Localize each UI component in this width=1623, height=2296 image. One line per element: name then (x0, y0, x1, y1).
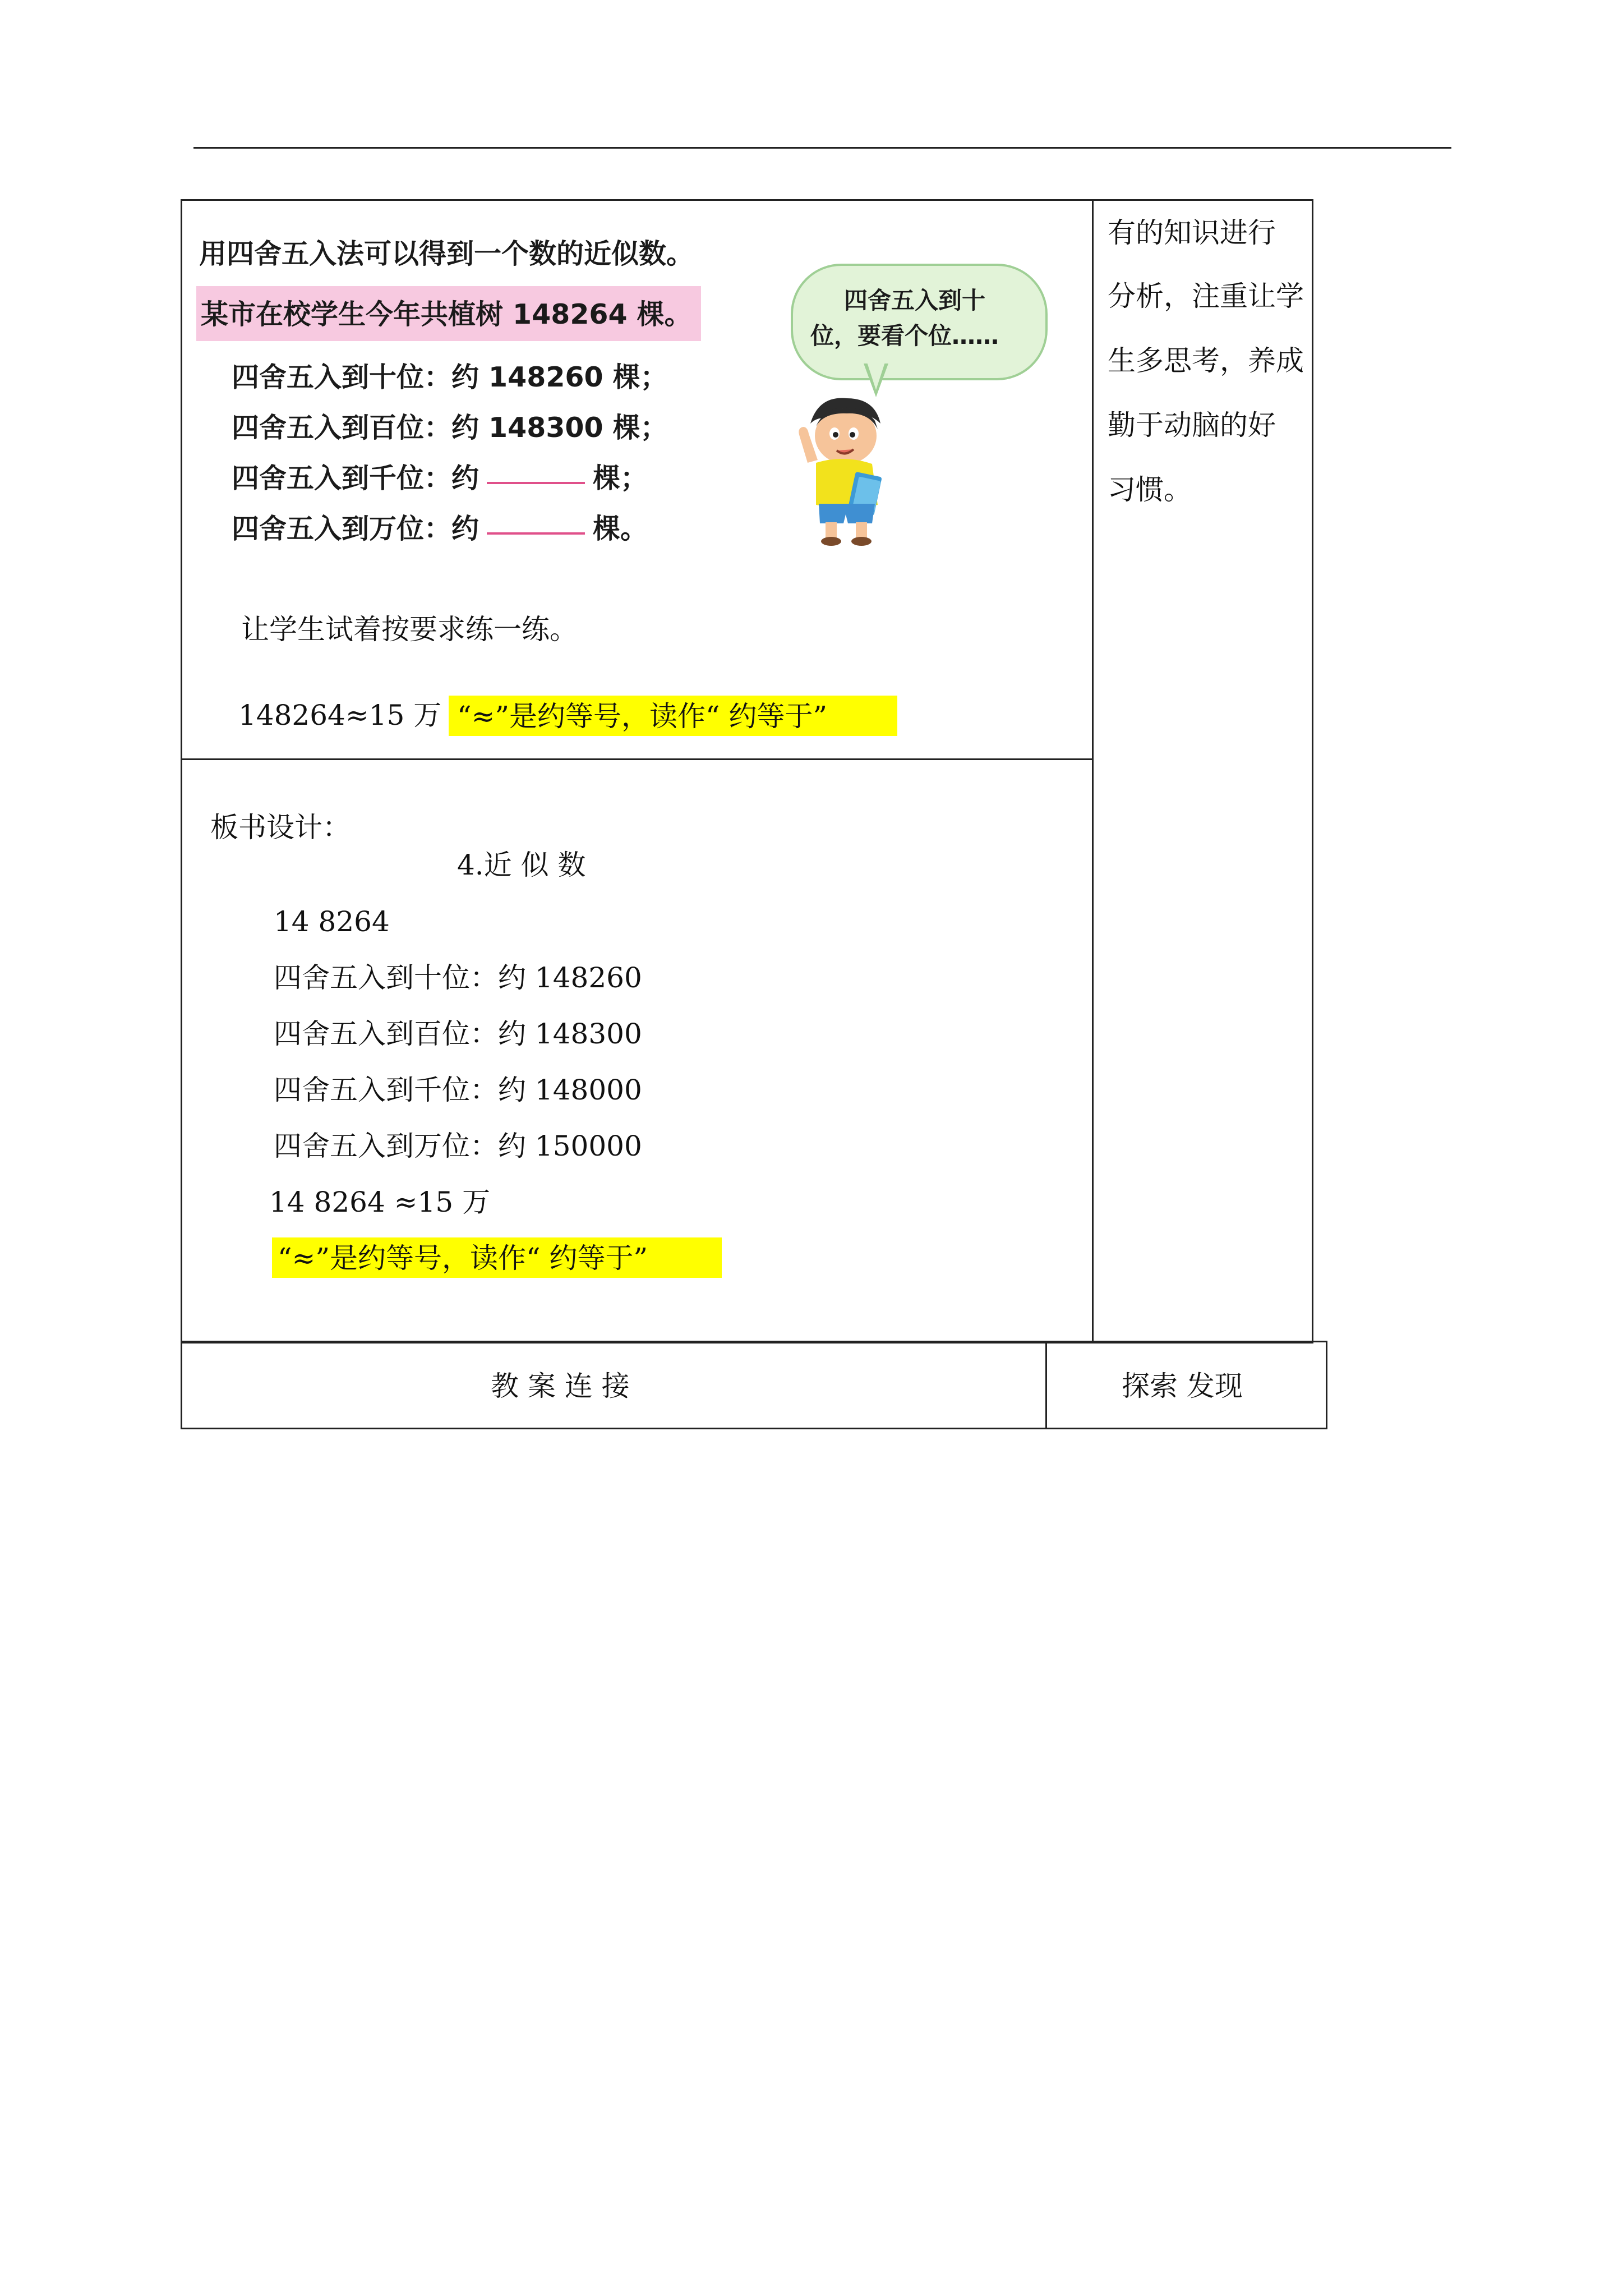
textbook-line-ten-thousands: 四舍五入到万位：约 棵。 (232, 513, 648, 545)
textbook-line-hundreds: 四舍五入到百位：约 148300 棵； (232, 412, 668, 444)
note-line: 分析，注重让学 (1108, 280, 1304, 312)
practice-instruction: 让学生试着按要求练一练。 (241, 613, 578, 646)
board-approx: 14 8264 ≈15 万 (269, 1186, 491, 1218)
note-line: 勤于动脑的好 (1108, 409, 1276, 441)
approx-note: “≈”是约等号，读作“ 约等于” (457, 700, 828, 733)
board-row-tens: 四舍五入到十位：约 148260 (274, 961, 642, 994)
approx-expression: 148264≈15 万 (238, 699, 442, 731)
note-line: 有的知识进行 (1108, 217, 1276, 249)
board-row-hundreds: 四舍五入到百位：约 148300 (274, 1018, 642, 1050)
header-rule (193, 147, 1451, 149)
bubble-text-line1: 四舍五入到十 (844, 287, 986, 314)
cartoon-boy-illustration (785, 390, 897, 547)
explore-label: 探索 发现 (1122, 1370, 1243, 1402)
note-line: 习惯。 (1108, 473, 1192, 506)
answer-blank[interactable] (487, 482, 585, 484)
answer-blank[interactable] (487, 532, 585, 535)
board-row-thousands: 四舍五入到千位：约 148000 (274, 1074, 642, 1106)
textbook-line-tens: 四舍五入到十位：约 148260 棵； (232, 361, 668, 393)
board-row-ten-thousands: 四舍五入到万位：约 150000 (274, 1130, 642, 1162)
board-approx-note: “≈”是约等号，读作“ 约等于” (278, 1242, 648, 1274)
bubble-text-line2: 位，要看个位…… (810, 322, 999, 349)
textbook-problem: 某市在校学生今年共植树 148264 棵。 (201, 298, 692, 330)
textbook-intro: 用四舍五入法可以得到一个数的近似数。 (199, 238, 694, 270)
board-title: 4.近 似 数 (457, 849, 586, 881)
note-line: 生多思考，养成 (1108, 344, 1304, 377)
lesson-link-label: 教 案 连 接 (491, 1370, 630, 1402)
textbook-line-thousands: 四舍五入到千位：约 棵； (232, 462, 648, 494)
board-label: 板书设计： (210, 811, 351, 844)
board-number: 14 8264 (274, 905, 390, 938)
